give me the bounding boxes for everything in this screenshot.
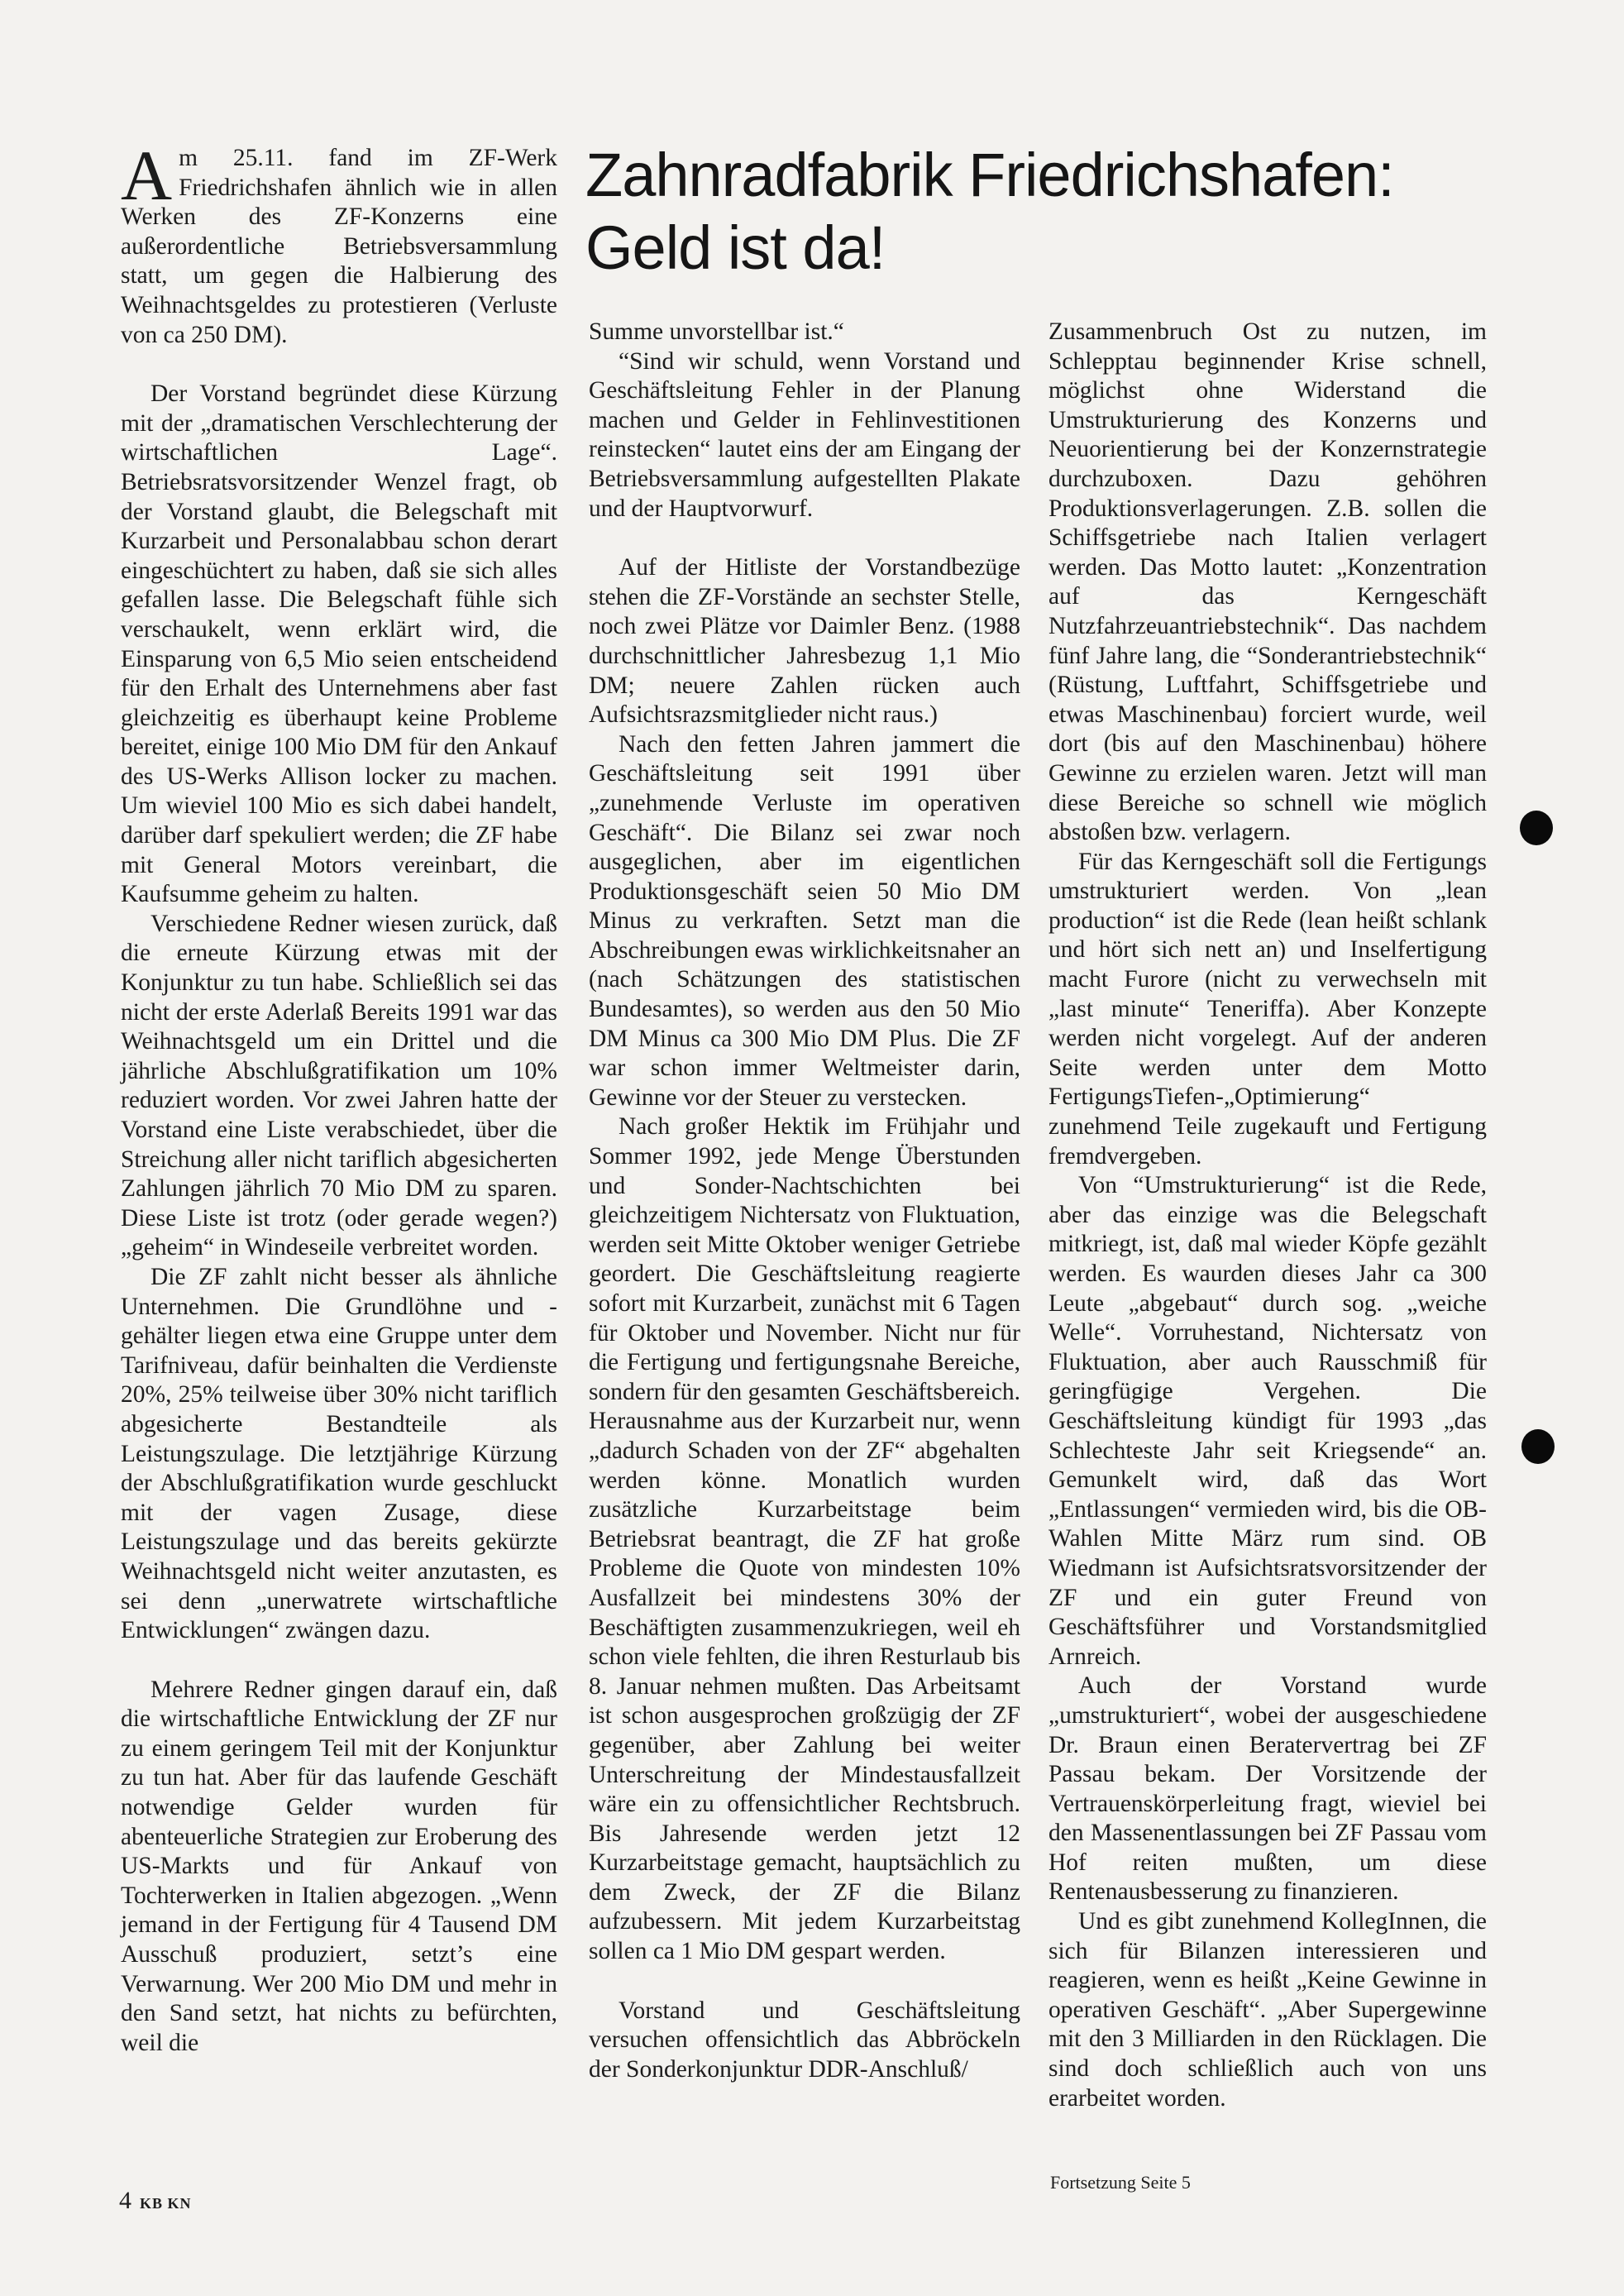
page-footer	[119, 2187, 192, 2215]
punch-hole	[1520, 811, 1553, 845]
paragraph: Verschiedene Redner wiesen zurück, daß die erneute Kürzung etwas mit der Konjunktur zu tun habe. Schließlich sei das nicht der erste Aderlaß Bereits 1991 war das Weihnachtsgeld um ein Drittel und die jährliche Abschlußgratifikation um 10% reduziert worden. Vor zwei Jahren hatte der Vorstand eine Liste verabschiedet, über die Streichung aller nicht tariflich abgesicherten Zahlungen jährlich 70 Mio DM zu sparen. Diese Liste ist trotz (oder gerade wegen?) „geheim“ in Windeseile verbreitet worden.	[121, 910, 557, 1261]
paragraph: Nach den fetten Jahren jammert die Geschäftsleitung seit 1991 über „zunehmende Verluste im operativen Geschäft“. Die Bilanz sei zwar noch ausgeglichen, aber im eigentlichen Produktionsgeschäft seien 50 Mio DM Minus zu verkraften. Setzt man die Abschreibungen ewas wirklichkeitsnaher an (nach Schätzungen des statistischen Bundesamtes), so werden aus den 50 Mio DM Minus ca 300 Mio DM Plus. Die ZF war schon immer Weltmeister darin, Gewinne vor der Steuer zu verstecken.	[589, 730, 1020, 1111]
continuation-note: Fortsetzung Seite 5	[1050, 2172, 1191, 2193]
paragraph: Nach großer Hektik im Frühjahr und Sommer 1992, jede Menge Überstunden und Sonder-Nachtschichten bei gleichzeitigem Nichtersatz von Fluktuation, werden seit Mitte Oktober weniger Getriebe geordert. Die Geschäftsleitung reagierte sofort mit Kurzarbeit, zunächst mit 6 Tagen für Oktober und November. Nicht nur für die Fertigung und fertigungsnahe Bereiche, sondern für den gesamten Geschäftsbereich. Herausnahme aus der Kurzarbeit nur, wenn „dadurch Schaden von der ZF“ abgehalten werden könne. Monatlich wurden zusätzliche Kurzarbeitstage beim Betriebsrat beantragt, die ZF hat große Probleme die Quote von mindesten 10% Ausfallzeit bei mindestens 30% der Beschäftigten zusammenzukriegen, weil eh schon viele fehlten, die ihren Resturlaub bis 8. Januar nehmen mußten. Das Arbeitsamt ist schon ausgesprochen großzügig der ZF gegenüber, aber Zahlung bei weiter Unterschreitung der Mindestausfallzeit wäre ein zu offensichtlicher Rechtsbruch. Bis Jahresende werden jetzt 12 Kurzarbeitstage gemacht, hauptsächlich zu dem Zweck, der ZF die Bilanz aufzubessern. Mit jedem Kurzarbeitstag sollen ca 1 Mio DM gespart werden.	[589, 1113, 1020, 1965]
punch-hole	[1521, 1429, 1555, 1464]
paragraph: Auf der Hitliste der Vorstandbezüge stehen die ZF-Vorstände an sechster Stelle, noch zwei Plätze vor Daimler Benz. (1988 durchschnittlicher Jahresbezug 1,1 Mio DM; neuere Zahlen rücken auch Aufsichtsrazsmitglieder nicht raus.)	[589, 554, 1020, 729]
drop-cap: A	[121, 136, 173, 215]
page-number: 4	[119, 2187, 131, 2214]
paragraph: “Sind wir schuld, wenn Vorstand und Geschäftsleitung Fehler in der Planung machen und Gelder in Fehlinvestitionen reinstecken“ lautet eins der am Eingang der Betriebsversammlung aufgestellten Plakate und der Hauptvorwurf.	[589, 347, 1020, 522]
paragraph: Für das Kerngeschäft soll die Fertigungs umstrukturiert werden. Von „lean production“ ist die Rede (lean heißt schlank und hört sich nett an) und Inselfertigung macht Furore (nicht zu verwechseln mit „last minute“ Teneriffa). Aber Konzepte werden nicht vorgelegt. Auf der anderen Seite werden unter dem Motto FertigungsTiefen-„Optimierung“ zunehmend Teile zugekauft und Fertigung fremdvergeben.	[1048, 848, 1487, 1170]
paragraph: Und es gibt zunehmend KollegInnen, die sich für Bilanzen interessieren und reagieren, wenn es heißt „Keine Gewinne in operativen Geschäft“. „Aber Supergewinne mit den 3 Milliarden in den Rücklagen. Die sind doch schließlich auch von uns erarbeitet worden.	[1048, 1908, 1487, 2112]
publication-name: KB KN	[140, 2195, 192, 2212]
paragraph: Die ZF zahlt nicht besser als ähnliche Unternehmen. Die Grundlöhne und -gehälter liegen etwa eine Gruppe unter dem Tarifniveau, dafür beinhalten die Verdienste 20%, 25% teilweise über 30% nicht tariflich abgesicherte Bestandteile als Leistungszulage. Die letztjährige Kürzung der Abschlußgratifikation wurde geschluckt mit der vagen Zusage, diese Leistungszulage und das bereits gekürzte Weihnachtsgeld nicht weiter anzutasten, es sei denn „unerwatrete wirtschaftliche Entwicklungen“ zwängen dazu.	[121, 1263, 557, 1644]
article-column-2	[589, 318, 1020, 2084]
paragraph: Mehrere Redner gingen darauf ein, daß die wirtschaftliche Entwicklung der ZF nur zu einem geringem Teil mit der Konjunktur zu tun hat. Aber für das laufende Geschäft notwendige Gelder wurden für abenteuerliche Strategien zur Eroberung des US-Markts und für Ankauf von Tochterwerken in Italien abgezogen. „Wenn jemand in der Fertigung für 4 Tausend DM Ausschuß produziert, setzt’s eine Verwarnung. Wer 200 Mio DM und mehr in den Sand setzt, hat nichts zu befürchten, weil die	[121, 1676, 557, 2056]
paragraph: Summe unvorstellbar ist.“	[589, 318, 844, 345]
paragraph: Auch der Vorstand wurde „umstrukturiert“, wobei der ausgeschiedene Dr. Braun einen Beratervertrag bei ZF Passau bekam. Der Vorsitzende der Vertrauenskörperleitung fragt, wieviel bei den Massenentlassungen bei ZF Passau vom Hof reiten mußten, um diese Rentenausbesserung zu finanzieren.	[1048, 1672, 1487, 1906]
paragraph: Von “Umstrukturierung“ ist die Rede, aber das einzige was die Belegschaft mitkriegt, ist, daß mal wieder Köpfe gezählt werden. Es waurden dieses Jahr ca 300 Leute „abgebaut“ durch sog. „weiche Welle“. Vorruhestand, Nichtersatz von Fluktuation, aber auch Rausschmiß für geringfügige Vergehen. Die Geschäftsleitung kündigt für 1993 „das Schlechteste Jahr seit Kriegsende“ an. Gemunkelt wird, daß das Wort „Entlassungen“ vermieden wird, bis die OB-Wahlen Mitte März rum sind. OB Wiedmann ist Aufsichtsratsvorsitzender der ZF und ein guter Freund von Geschäftsführer und Vorstandsmitglied Arnreich.	[1048, 1172, 1487, 1670]
paragraph: Zusammenbruch Ost zu nutzen, im Schlepptau beginnender Krise schnell, möglichst ohne Widerstand die Umstrukturierung des Konzerns und Neuorientierung bei der Konzernstrategie durchzuboxen. Dazu gehöhren Produktionsverlagerungen. Z.B. sollen die Schiffsgetriebe nach Italien verlagert werden. Das Motto lautet: „Konzentration auf das Kerngeschäft Nutzfahrzeuantriebstechnik“. Das nachdem fünf Jahre lang, die “Sonderantriebstechnik“ (Rüstung, Luftfahrt, Schiffsgetriebe und etwas Maschinenbau) forciert wurde, weil dort (bis auf den Maschinenbau) höhere Gewinne zu erzielen waren. Jetzt will man diese Bereiche so schnell wie möglich abstoßen bzw. verlagern.	[1048, 318, 1487, 846]
article-column-3	[1048, 318, 1487, 2113]
paragraph: m 25.11. fand im ZF-Werk Friedrichshafen ähnlich wie in allen Werken des ZF-Konzerns eine außerordentliche Betriebsversammlung statt, um gegen die Halbierung des Weihnachtsgeldes zu protestieren (Verluste von ca 250 DM).	[121, 145, 557, 348]
headline-line-2: Geld ist da!	[585, 213, 886, 282]
paragraph: Vorstand und Geschäftsleitung versuchen offensichtlich das Abbröckeln der Sonderkonjunktur DDR-Anschluß/	[589, 1997, 1020, 2083]
paragraph: Der Vorstand begründet diese Kürzung mit der „dramatischen Verschlechterung der wirtschaftlichen Lage“. Betriebsratsvorsitzender Wenzel fragt, ob der Vorstand glaubt, die Belegschaft mit Kurzarbeit und Personalabbau schon derart eingeschüchtert zu haben, daß sie sich alles gefallen lasse. Die Belegschaft fühle sich verschaukelt, wenn erklärt wird, die Einsparung von 6,5 Mio seien entscheidend für den Erhalt des Unternehmens aber fast gleichzeitig es überhaupt keine Probleme bereitet, einige 100 Mio DM für den Ankauf des US-Werks Allison locker zu machen. Um wieviel 100 Mio es sich dabei handelt, darüber darf spekuliert werden; die ZF habe mit General Motors vereinbart, die Kaufsumme geheim zu halten.	[121, 380, 557, 908]
headline	[585, 139, 1512, 285]
article-column-1	[121, 136, 557, 2058]
headline-line-1: Zahnradfabrik Friedrichshafen:	[585, 141, 1394, 209]
